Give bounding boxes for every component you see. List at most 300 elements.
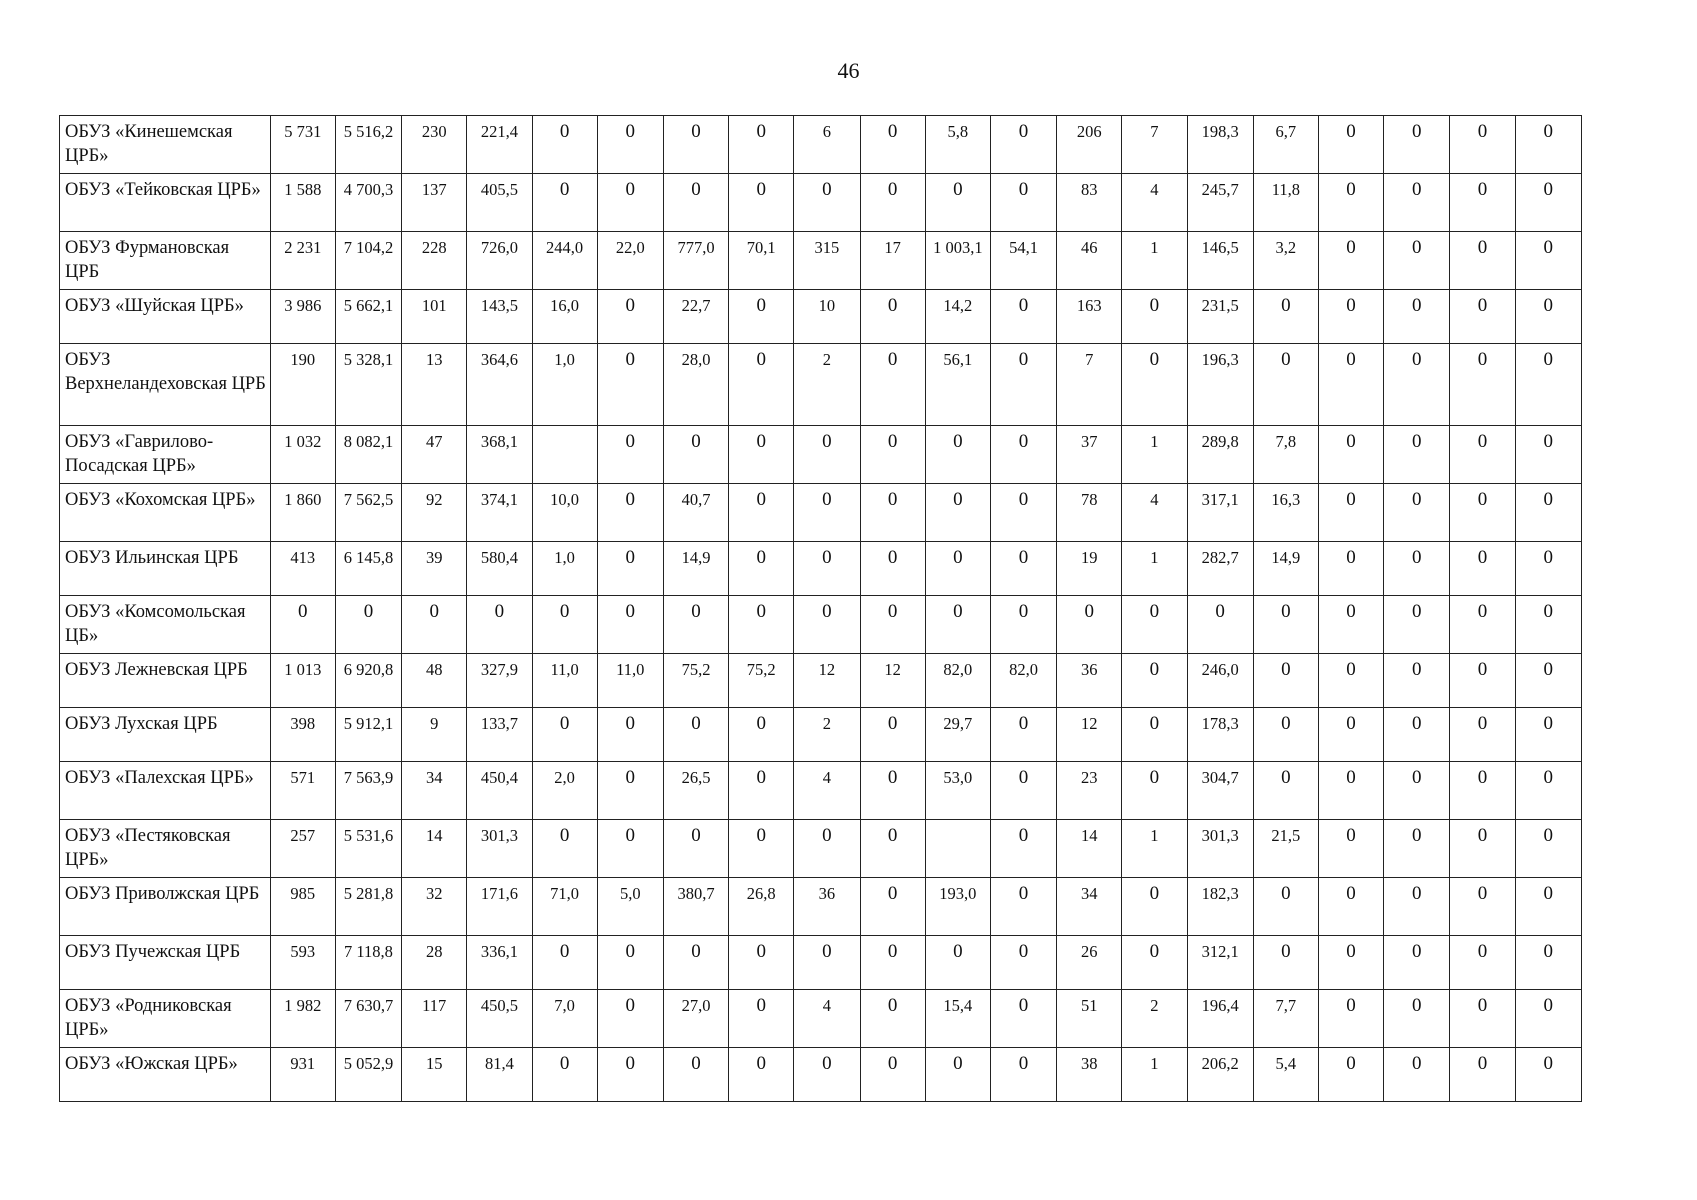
table-cell: 0: [729, 1048, 794, 1102]
table-cell: 0: [990, 290, 1056, 344]
table-cell: 580,4: [467, 542, 532, 596]
table-cell: 0: [1318, 596, 1383, 654]
table-cell: 0: [860, 426, 925, 484]
table-cell: 4: [794, 762, 860, 820]
table-cell: 36: [1057, 654, 1122, 708]
table-cell: 304,7: [1187, 762, 1253, 820]
table-cell: 0: [860, 820, 925, 878]
institution-name-cell: ОБУЗ «Кохомская ЦРБ»: [60, 484, 271, 542]
table-cell: 231,5: [1187, 290, 1253, 344]
table-cell: 0: [1057, 596, 1122, 654]
page-number: 46: [837, 58, 860, 83]
table-cell: 32: [402, 878, 467, 936]
table-cell: 571: [270, 762, 335, 820]
table-cell: 450,5: [467, 990, 532, 1048]
table-cell: 28,0: [663, 344, 728, 426]
table-cell: 0: [990, 174, 1056, 232]
table-cell: 0: [532, 820, 597, 878]
table-cell: 4: [794, 990, 860, 1048]
table-cell: 0: [1384, 936, 1450, 990]
institution-name-cell: ОБУЗ «Палехская ЦРБ»: [60, 762, 271, 820]
table-cell: 0: [1122, 344, 1187, 426]
table-cell: 0: [794, 936, 860, 990]
table-cell: 2: [1122, 990, 1187, 1048]
table-cell: 380,7: [663, 878, 728, 936]
table-cell: 133,7: [467, 708, 532, 762]
table-cell: 0: [860, 990, 925, 1048]
table-cell: 0: [794, 596, 860, 654]
table-cell: 0: [597, 542, 663, 596]
table-cell: 0: [597, 484, 663, 542]
table-cell: 1 013: [270, 654, 335, 708]
table-cell: 7 562,5: [335, 484, 401, 542]
table-cell: 0: [1318, 1048, 1383, 1102]
table-cell: 12: [794, 654, 860, 708]
table-cell: 0: [467, 596, 532, 654]
table-cell: 23: [1057, 762, 1122, 820]
table-cell: 5 662,1: [335, 290, 401, 344]
table-cell: 14: [1057, 820, 1122, 878]
table-cell: 777,0: [663, 232, 728, 290]
table-cell: 0: [1318, 936, 1383, 990]
table-cell: 14,2: [925, 290, 990, 344]
table-row: [60, 820, 1582, 878]
table-cell: 0: [1450, 116, 1515, 174]
table-cell: 0: [532, 596, 597, 654]
table-cell: 15,4: [925, 990, 990, 1048]
table-cell: 0: [1515, 596, 1581, 654]
table-cell: 26,8: [729, 878, 794, 936]
table-cell: 4 700,3: [335, 174, 401, 232]
institution-name-cell: ОБУЗ «Южская ЦРБ»: [60, 1048, 271, 1102]
table-row: [60, 290, 1582, 344]
table-cell: 0: [1318, 484, 1383, 542]
table-cell: 5 516,2: [335, 116, 401, 174]
table-cell: 5,8: [925, 116, 990, 174]
table-cell: 0: [729, 596, 794, 654]
table-cell: 0: [1515, 344, 1581, 426]
table-cell: 5 531,6: [335, 820, 401, 878]
institution-name-cell: ОБУЗ Приволжская ЦРБ: [60, 878, 271, 936]
table-cell: 48: [402, 654, 467, 708]
institution-name-cell: ОБУЗ «Пестяковская ЦРБ»: [60, 820, 271, 878]
institution-name-cell: ОБУЗ «Родниковская ЦРБ»: [60, 990, 271, 1048]
table-cell: 0: [1122, 596, 1187, 654]
table-cell: 0: [1318, 116, 1383, 174]
table-cell: 0: [1253, 878, 1318, 936]
table-cell: 0: [1384, 116, 1450, 174]
table-cell: 0: [1515, 484, 1581, 542]
table-cell: 0: [729, 990, 794, 1048]
table-cell: 0: [990, 1048, 1056, 1102]
table-cell: 71,0: [532, 878, 597, 936]
table-cell: 13: [402, 344, 467, 426]
table-cell: 0: [860, 174, 925, 232]
table-cell: 0: [1515, 762, 1581, 820]
table-cell: 0: [597, 1048, 663, 1102]
table-cell: 0: [1515, 990, 1581, 1048]
table-cell: 230: [402, 116, 467, 174]
table-cell: 0: [860, 484, 925, 542]
table-cell: 10,0: [532, 484, 597, 542]
table-cell: 0: [925, 1048, 990, 1102]
table-cell: 0: [663, 820, 728, 878]
table-cell: 171,6: [467, 878, 532, 936]
table-cell: 0: [1384, 426, 1450, 484]
table-cell: 0: [1384, 708, 1450, 762]
table-cell: 0: [925, 596, 990, 654]
table-cell: 178,3: [1187, 708, 1253, 762]
table-cell: 0: [663, 936, 728, 990]
table-cell: 0: [663, 116, 728, 174]
table-cell: 0: [1515, 820, 1581, 878]
table-cell: 0: [1253, 654, 1318, 708]
table-cell: 56,1: [925, 344, 990, 426]
table-cell: 0: [663, 426, 728, 484]
table-cell: 117: [402, 990, 467, 1048]
table-cell: 22,0: [597, 232, 663, 290]
table-cell: 0: [794, 174, 860, 232]
table-cell: 0: [532, 708, 597, 762]
table-cell: 301,3: [1187, 820, 1253, 878]
table-cell: 17: [860, 232, 925, 290]
table-cell: 0: [729, 820, 794, 878]
table-cell: 9: [402, 708, 467, 762]
table-cell: 228: [402, 232, 467, 290]
table-cell: 1,0: [532, 344, 597, 426]
table-cell: 0: [1384, 878, 1450, 936]
table-cell: 257: [270, 820, 335, 878]
table-cell: 0: [335, 596, 401, 654]
table-cell: 0: [1318, 542, 1383, 596]
table-cell: 0: [1384, 820, 1450, 878]
table-cell: 0: [860, 708, 925, 762]
table-cell: 0: [1450, 426, 1515, 484]
table-cell: 6: [794, 116, 860, 174]
table-cell: 26,5: [663, 762, 728, 820]
table-cell: 0: [1515, 116, 1581, 174]
table-cell: 0: [1450, 290, 1515, 344]
institution-name-cell: ОБУЗ «Кинешемская ЦРБ»: [60, 116, 271, 174]
table-cell: 0: [1450, 936, 1515, 990]
table-cell: 0: [1450, 990, 1515, 1048]
table-cell: 7 118,8: [335, 936, 401, 990]
table-cell: 15: [402, 1048, 467, 1102]
table-cell: 0: [1253, 936, 1318, 990]
table-cell: 450,4: [467, 762, 532, 820]
table-cell: 206,2: [1187, 1048, 1253, 1102]
table-cell: 38: [1057, 1048, 1122, 1102]
table-row: [60, 232, 1582, 290]
table-cell: 0: [1450, 708, 1515, 762]
table-cell: 182,3: [1187, 878, 1253, 936]
table-cell: 0: [597, 708, 663, 762]
table-cell: 0: [925, 936, 990, 990]
table-cell: 0: [990, 116, 1056, 174]
table-cell: 26: [1057, 936, 1122, 990]
table-cell: 0: [597, 990, 663, 1048]
table-cell: 0: [1318, 344, 1383, 426]
table-cell: 315: [794, 232, 860, 290]
table-cell: 0: [1253, 596, 1318, 654]
table-cell: 0: [1450, 878, 1515, 936]
table-cell: 146,5: [1187, 232, 1253, 290]
table-cell: 0: [597, 290, 663, 344]
table-cell: 12: [1057, 708, 1122, 762]
table-cell: 34: [402, 762, 467, 820]
table-cell: 92: [402, 484, 467, 542]
table-cell: 2: [794, 344, 860, 426]
table-cell: 0: [1384, 174, 1450, 232]
table-cell: 0: [860, 596, 925, 654]
table-row: [60, 762, 1582, 820]
table-cell: 0: [1318, 708, 1383, 762]
table-cell: 0: [1253, 290, 1318, 344]
table-cell: 0: [729, 708, 794, 762]
table-cell: 206: [1057, 116, 1122, 174]
table-cell: 37: [1057, 426, 1122, 484]
table-cell: 0: [1384, 654, 1450, 708]
table-cell: [532, 426, 597, 484]
table-cell: 82,0: [990, 654, 1056, 708]
table-cell: 0: [270, 596, 335, 654]
table-cell: 1: [1122, 232, 1187, 290]
table-cell: 0: [794, 484, 860, 542]
table-cell: 0: [532, 936, 597, 990]
table-cell: 0: [729, 174, 794, 232]
table-cell: 36: [794, 878, 860, 936]
table-cell: 5 912,1: [335, 708, 401, 762]
table-cell: 0: [729, 290, 794, 344]
table-cell: 0: [1122, 290, 1187, 344]
table-cell: 70,1: [729, 232, 794, 290]
table-cell: 0: [1122, 708, 1187, 762]
table-cell: 1 860: [270, 484, 335, 542]
table-cell: 0: [925, 426, 990, 484]
table-cell: 1 982: [270, 990, 335, 1048]
table-cell: 0: [860, 936, 925, 990]
table-cell: 5 281,8: [335, 878, 401, 936]
table-row: [60, 936, 1582, 990]
table-cell: 0: [597, 116, 663, 174]
institution-name-cell: ОБУЗ Лежневская ЦРБ: [60, 654, 271, 708]
table-cell: 14,9: [663, 542, 728, 596]
table-cell: 14: [402, 820, 467, 878]
table-cell: 0: [1384, 290, 1450, 344]
table-cell: 364,6: [467, 344, 532, 426]
table-cell: 0: [1384, 542, 1450, 596]
table-row: [60, 116, 1582, 174]
table-cell: 8 082,1: [335, 426, 401, 484]
table-cell: 54,1: [990, 232, 1056, 290]
table-cell: 78: [1057, 484, 1122, 542]
table-cell: 0: [860, 878, 925, 936]
table-cell: 413: [270, 542, 335, 596]
table-cell: 0: [990, 820, 1056, 878]
table-cell: 75,2: [729, 654, 794, 708]
table-cell: 190: [270, 344, 335, 426]
table-cell: 196,3: [1187, 344, 1253, 426]
table-cell: 11,8: [1253, 174, 1318, 232]
table-row: [60, 596, 1582, 654]
table-row: [60, 344, 1582, 426]
table-cell: 0: [1450, 542, 1515, 596]
table-cell: 0: [1384, 762, 1450, 820]
table-cell: 0: [925, 484, 990, 542]
table-cell: 0: [1515, 708, 1581, 762]
table-cell: 14,9: [1253, 542, 1318, 596]
table-cell: 0: [1384, 484, 1450, 542]
table-cell: 6,7: [1253, 116, 1318, 174]
table-cell: 0: [1318, 762, 1383, 820]
table-cell: 0: [597, 174, 663, 232]
table-cell: 0: [532, 174, 597, 232]
table-cell: 0: [402, 596, 467, 654]
table-cell: 1,0: [532, 542, 597, 596]
table-cell: 0: [990, 542, 1056, 596]
table-cell: 0: [860, 1048, 925, 1102]
table-cell: 81,4: [467, 1048, 532, 1102]
table-cell: 1: [1122, 542, 1187, 596]
table-cell: 0: [1318, 990, 1383, 1048]
table-cell: 0: [1450, 596, 1515, 654]
table-row: [60, 990, 1582, 1048]
table-cell: 143,5: [467, 290, 532, 344]
table-row: [60, 1048, 1582, 1102]
table-cell: 137: [402, 174, 467, 232]
table-cell: 0: [794, 542, 860, 596]
table-cell: 0: [597, 762, 663, 820]
table-cell: 7 630,7: [335, 990, 401, 1048]
table-cell: 0: [1515, 290, 1581, 344]
table-cell: 0: [925, 174, 990, 232]
table-cell: 0: [1515, 878, 1581, 936]
table-cell: 0: [729, 116, 794, 174]
table-cell: 0: [794, 1048, 860, 1102]
table-cell: 19: [1057, 542, 1122, 596]
table-cell: 0: [1253, 708, 1318, 762]
table-cell: 0: [729, 344, 794, 426]
table-cell: 0: [1318, 820, 1383, 878]
table-row: [60, 654, 1582, 708]
table-cell: 198,3: [1187, 116, 1253, 174]
table-cell: 5,4: [1253, 1048, 1318, 1102]
table-cell: [925, 820, 990, 878]
table-cell: 5 328,1: [335, 344, 401, 426]
table-cell: 0: [1384, 990, 1450, 1048]
table-cell: 985: [270, 878, 335, 936]
table-cell: 83: [1057, 174, 1122, 232]
table-cell: 0: [1515, 654, 1581, 708]
table-cell: 3 986: [270, 290, 335, 344]
table-cell: 22,7: [663, 290, 728, 344]
table-cell: 336,1: [467, 936, 532, 990]
table-cell: 2 231: [270, 232, 335, 290]
table-cell: 593: [270, 936, 335, 990]
table-cell: 11,0: [532, 654, 597, 708]
table-cell: 0: [663, 174, 728, 232]
table-cell: 0: [1450, 762, 1515, 820]
table-cell: 0: [663, 708, 728, 762]
table-cell: 245,7: [1187, 174, 1253, 232]
table-cell: 1: [1122, 426, 1187, 484]
table-cell: 312,1: [1187, 936, 1253, 990]
table-cell: 398: [270, 708, 335, 762]
table-cell: 0: [1450, 1048, 1515, 1102]
table-cell: 0: [1122, 762, 1187, 820]
table-cell: 0: [1384, 1048, 1450, 1102]
table-cell: 0: [597, 936, 663, 990]
table-cell: 0: [1187, 596, 1253, 654]
table-cell: 6 920,8: [335, 654, 401, 708]
table-cell: 196,4: [1187, 990, 1253, 1048]
table-cell: 0: [597, 820, 663, 878]
institution-name-cell: ОБУЗ «Комсомольская ЦБ»: [60, 596, 271, 654]
table-cell: 21,5: [1253, 820, 1318, 878]
table-cell: 1: [1122, 1048, 1187, 1102]
table-cell: 0: [663, 596, 728, 654]
table-cell: 2: [794, 708, 860, 762]
table-cell: 16,3: [1253, 484, 1318, 542]
table-row: [60, 542, 1582, 596]
table-cell: 5,0: [597, 878, 663, 936]
table-cell: 0: [990, 344, 1056, 426]
table-cell: 0: [1384, 232, 1450, 290]
table-cell: 327,9: [467, 654, 532, 708]
table-cell: 244,0: [532, 232, 597, 290]
table-cell: 7 563,9: [335, 762, 401, 820]
institution-name-cell: ОБУЗ Верхнеландеховская ЦРБ: [60, 344, 271, 426]
table-cell: 368,1: [467, 426, 532, 484]
table-cell: 0: [532, 116, 597, 174]
table-cell: 0: [1515, 232, 1581, 290]
table-cell: 0: [990, 990, 1056, 1048]
table-cell: 0: [990, 596, 1056, 654]
institution-name-cell: ОБУЗ «Гаврилово-Посадская ЦРБ»: [60, 426, 271, 484]
table-cell: 0: [1515, 1048, 1581, 1102]
table-cell: 0: [794, 820, 860, 878]
table-cell: 0: [1515, 426, 1581, 484]
data-table: [59, 115, 1582, 1102]
table-cell: 53,0: [925, 762, 990, 820]
table-cell: 0: [1450, 232, 1515, 290]
table-cell: 405,5: [467, 174, 532, 232]
table-cell: 7 104,2: [335, 232, 401, 290]
table-cell: 0: [597, 344, 663, 426]
table-cell: 246,0: [1187, 654, 1253, 708]
table-cell: 0: [729, 542, 794, 596]
table-cell: 0: [729, 936, 794, 990]
table-cell: 0: [794, 426, 860, 484]
table-cell: 0: [1450, 344, 1515, 426]
table-row: [60, 174, 1582, 232]
table-cell: 75,2: [663, 654, 728, 708]
table-cell: 47: [402, 426, 467, 484]
table-cell: 82,0: [925, 654, 990, 708]
table-cell: 0: [1515, 174, 1581, 232]
table-cell: 3,2: [1253, 232, 1318, 290]
table-cell: 0: [1318, 878, 1383, 936]
table-row: [60, 878, 1582, 936]
table-cell: 5 052,9: [335, 1048, 401, 1102]
table-cell: 0: [532, 1048, 597, 1102]
table-cell: 0: [990, 708, 1056, 762]
table-cell: 0: [1384, 596, 1450, 654]
table-row: [60, 426, 1582, 484]
table-row: [60, 484, 1582, 542]
table-cell: 163: [1057, 290, 1122, 344]
institution-name-cell: ОБУЗ Ильинская ЦРБ: [60, 542, 271, 596]
